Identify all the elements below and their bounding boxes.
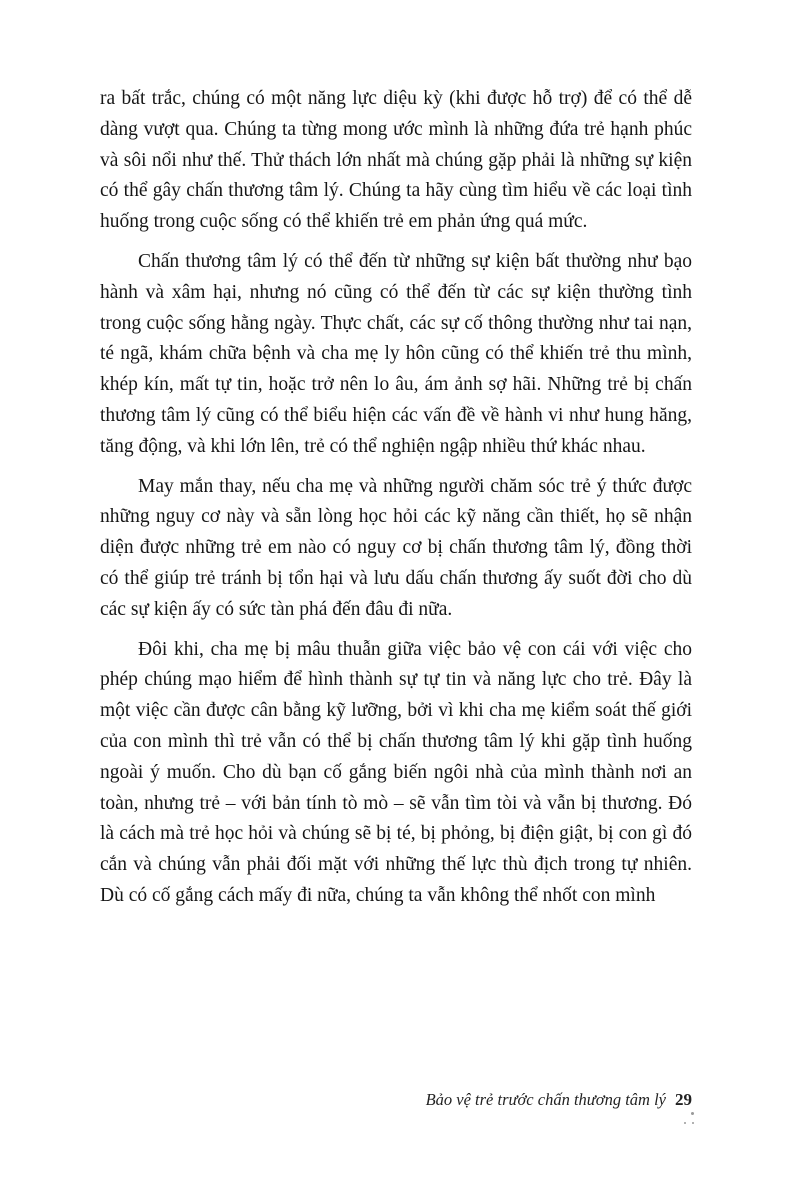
page-number: 29 (675, 1090, 692, 1109)
dot (691, 1112, 694, 1115)
dot (692, 1122, 694, 1124)
page-content (100, 84, 692, 921)
paragraph-4: Đôi khi, cha mẹ bị mâu thuẫn giữa việc bảo vệ con cái với việc cho phép chúng mạo hiểm để hình thành sự tự tin và năng lực cho trẻ. Đây là một việc cần được cân bằng kỹ lưỡng, bởi vì khi cha mẹ kiểm soát thế giới của con mình thì trẻ vẫn có thể bị chấn thương tâm lý khi gặp tình huống ngoài ý muốn. Cho dù bạn cố gắng biến ngôi nhà của mình thành nơi an toàn, nhưng trẻ – với bản tính tò mò – sẽ vẫn tìm tòi và vẫn bị thương. Đó là cách mà trẻ học hỏi và chúng sẽ bị té, bị phỏng, bị điện giật, bị con gì đó cắn và chúng vẫn phải đối mặt với những thế lực thù địch trong tự nhiên. Dù có cố gắng cách mấy đi nữa, chúng ta vẫn không thể nhốt con mình (100, 638, 692, 906)
page-footer (100, 1090, 692, 1110)
paragraph-1: ra bất trắc, chúng có một năng lực diệu kỳ (khi được hỗ trợ) để có thể dễ dàng vượt qua. Chúng ta từng mong ước mình là những đứa trẻ hạnh phúc và sôi nổi như thế. Thử thách lớn nhất mà chúng gặp phải là những sự kiện có thể gây chấn thương tâm lý. Chúng ta hãy cùng tìm hiểu về các loại tình huống trong cuộc sống có thể khiến trẻ em phản ứng quá mức. (100, 88, 692, 233)
paragraph-2: Chấn thương tâm lý có thể đến từ những sự kiện bất thường như bạo hành và xâm hại, nhưng nó cũng có thể đến từ các sự kiện thường tình trong cuộc sống hằng ngày. Thực chất, các sự cố thông thường như tai nạn, té ngã, khám chữa bệnh và cha mẹ ly hôn cũng có thể khiến trẻ thu mình, khép kín, mất tự tin, hoặc trở nên lo âu, ám ảnh sợ hãi. Những trẻ bị chấn thương tâm lý cũng có thể biểu hiện các vấn đề về hành vi như hung hăng, tăng động, và khi lớn lên, trẻ có thể nghiện ngập nhiều thứ khác nhau. (100, 250, 692, 457)
running-footer-title: Bảo vệ trẻ trước chấn thương tâm lý (425, 1090, 666, 1109)
dot (684, 1122, 686, 1124)
paragraph-3: May mắn thay, nếu cha mẹ và những người chăm sóc trẻ ý thức được những nguy cơ này và sẵn lòng học hỏi các kỹ năng cần thiết, họ sẽ nhận diện được những trẻ em nào có nguy cơ bị chấn thương tâm lý, đồng thời có thể giúp trẻ tránh bị tổn hại và lưu dấu chấn thương ấy suốt đời cho dù các sự kiện ấy có sức tàn phá đến đâu đi nữa. (100, 475, 692, 620)
dots-decoration (678, 1112, 696, 1128)
